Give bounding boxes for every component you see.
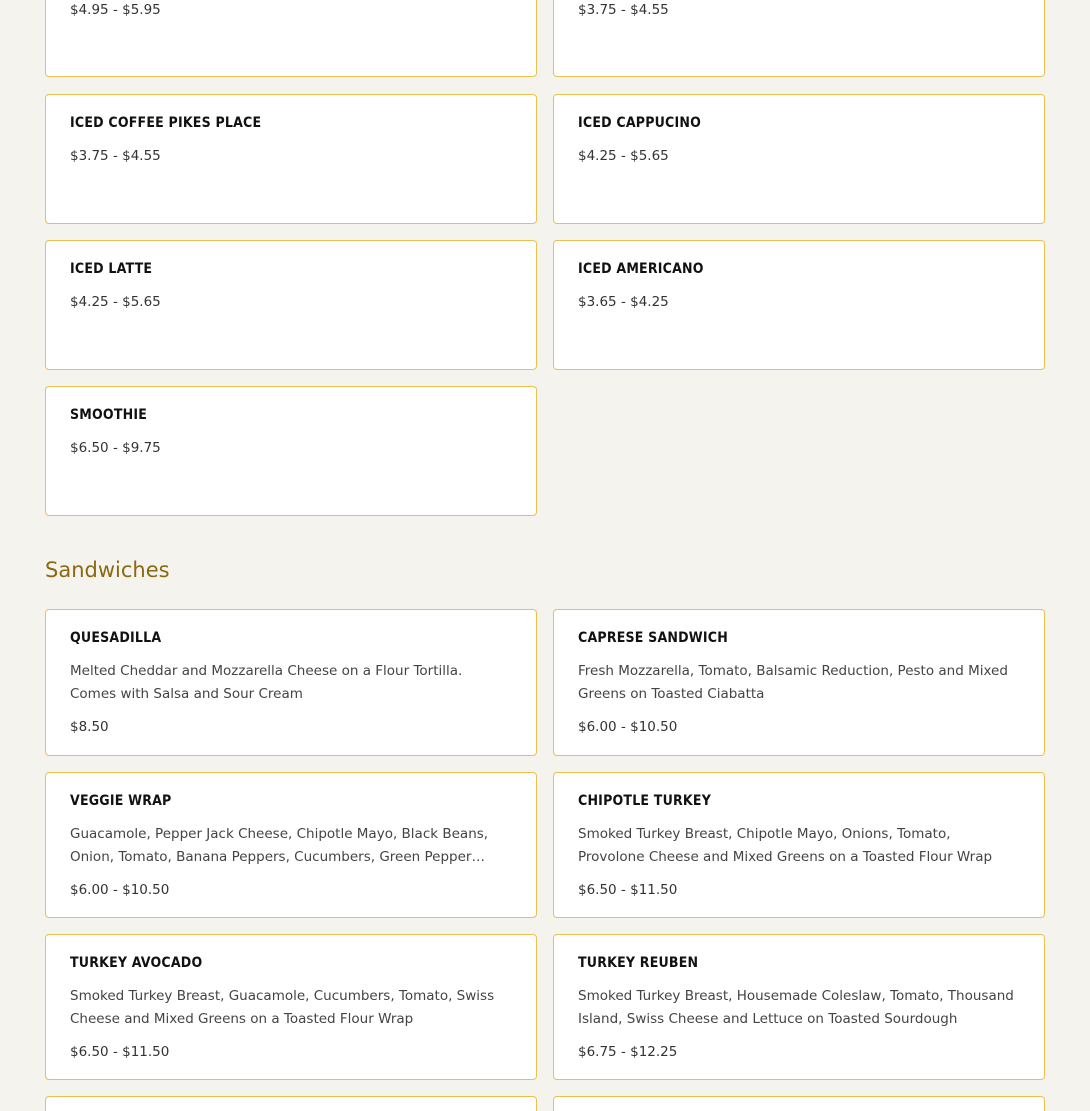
section-title-sandwiches: Sandwiches xyxy=(45,558,170,582)
item-name: TURKEY AVOCADO xyxy=(70,955,203,971)
item-price: $6.75 - $12.25 xyxy=(578,1044,678,1060)
menu-item-card[interactable] xyxy=(45,772,537,918)
menu-item-card[interactable] xyxy=(45,386,537,516)
item-price: $3.75 - $4.55 xyxy=(578,2,669,18)
menu-item-card[interactable] xyxy=(45,934,537,1080)
item-description: Melted Cheddar and Mozzarella Cheese on a Flour Tortilla. Comes with Salsa and Sour Cream xyxy=(70,663,463,702)
item-price: $6.00 - $10.50 xyxy=(578,719,678,735)
item-name: TURKEY REUBEN xyxy=(578,955,699,971)
menu-item-card[interactable] xyxy=(45,609,537,756)
item-price: $4.95 - $5.95 xyxy=(70,2,161,18)
item-name: QUESADILLA xyxy=(70,630,162,646)
menu-item-card[interactable] xyxy=(553,240,1045,370)
menu-item-card[interactable] xyxy=(553,94,1045,224)
item-name: CHIPOTLE TURKEY xyxy=(578,793,712,809)
item-price: $6.50 - $11.50 xyxy=(70,1044,170,1060)
item-description: Smoked Turkey Breast, Chipotle Mayo, Onions, Tomato, Provolone Cheese and Mixed Greens on a Toasted Flour Wrap xyxy=(578,826,993,865)
item-price: $4.25 - $5.65 xyxy=(70,294,161,310)
item-name: SMOOTHIE xyxy=(70,407,148,423)
item-description: Fresh Mozzarella, Tomato, Balsamic Reduction, Pesto and Mixed Greens on Toasted Ciabatta xyxy=(578,663,1008,702)
menu-item-card[interactable] xyxy=(45,1096,537,1111)
item-name: CAPRESE SANDWICH xyxy=(578,630,728,646)
item-name: ICED CAPPUCINO xyxy=(578,115,702,131)
item-price: $6.50 - $11.50 xyxy=(578,882,678,898)
item-price: $3.65 - $4.25 xyxy=(578,294,669,310)
item-price: $8.50 xyxy=(70,719,109,735)
menu-item-card[interactable] xyxy=(45,0,537,77)
item-price: $6.50 - $9.75 xyxy=(70,440,161,456)
item-name: ICED AMERICANO xyxy=(578,261,704,277)
menu-item-card[interactable] xyxy=(45,94,537,224)
item-name: ICED COFFEE PIKES PLACE xyxy=(70,115,262,131)
item-description: Guacamole, Pepper Jack Cheese, Chipotle Mayo, Black Beans, Onion, Tomato, Banana Peppers, Cucumbers, Green Pepper xyxy=(70,826,489,865)
menu-item-card[interactable] xyxy=(553,1096,1045,1111)
menu-item-card[interactable] xyxy=(553,934,1045,1080)
item-name: VEGGIE WRAP xyxy=(70,793,172,809)
item-price: $4.25 - $5.65 xyxy=(578,148,669,164)
menu-item-card[interactable] xyxy=(553,0,1045,77)
item-description: Smoked Turkey Breast, Guacamole, Cucumbers, Tomato, Swiss Cheese and Mixed Greens on a Toasted Flour Wrap xyxy=(70,988,495,1027)
menu-item-card[interactable] xyxy=(553,609,1045,756)
item-price: $6.00 - $10.50 xyxy=(70,882,170,898)
menu-item-card[interactable] xyxy=(45,240,537,370)
menu-item-card[interactable] xyxy=(553,772,1045,918)
item-name: ICED LATTE xyxy=(70,261,153,277)
item-description: Smoked Turkey Breast, Housemade Coleslaw, Tomato, Thousand Island, Swiss Cheese and Lettuce on Toasted Sourdough xyxy=(578,988,1014,1027)
item-price: $3.75 - $4.55 xyxy=(70,148,161,164)
